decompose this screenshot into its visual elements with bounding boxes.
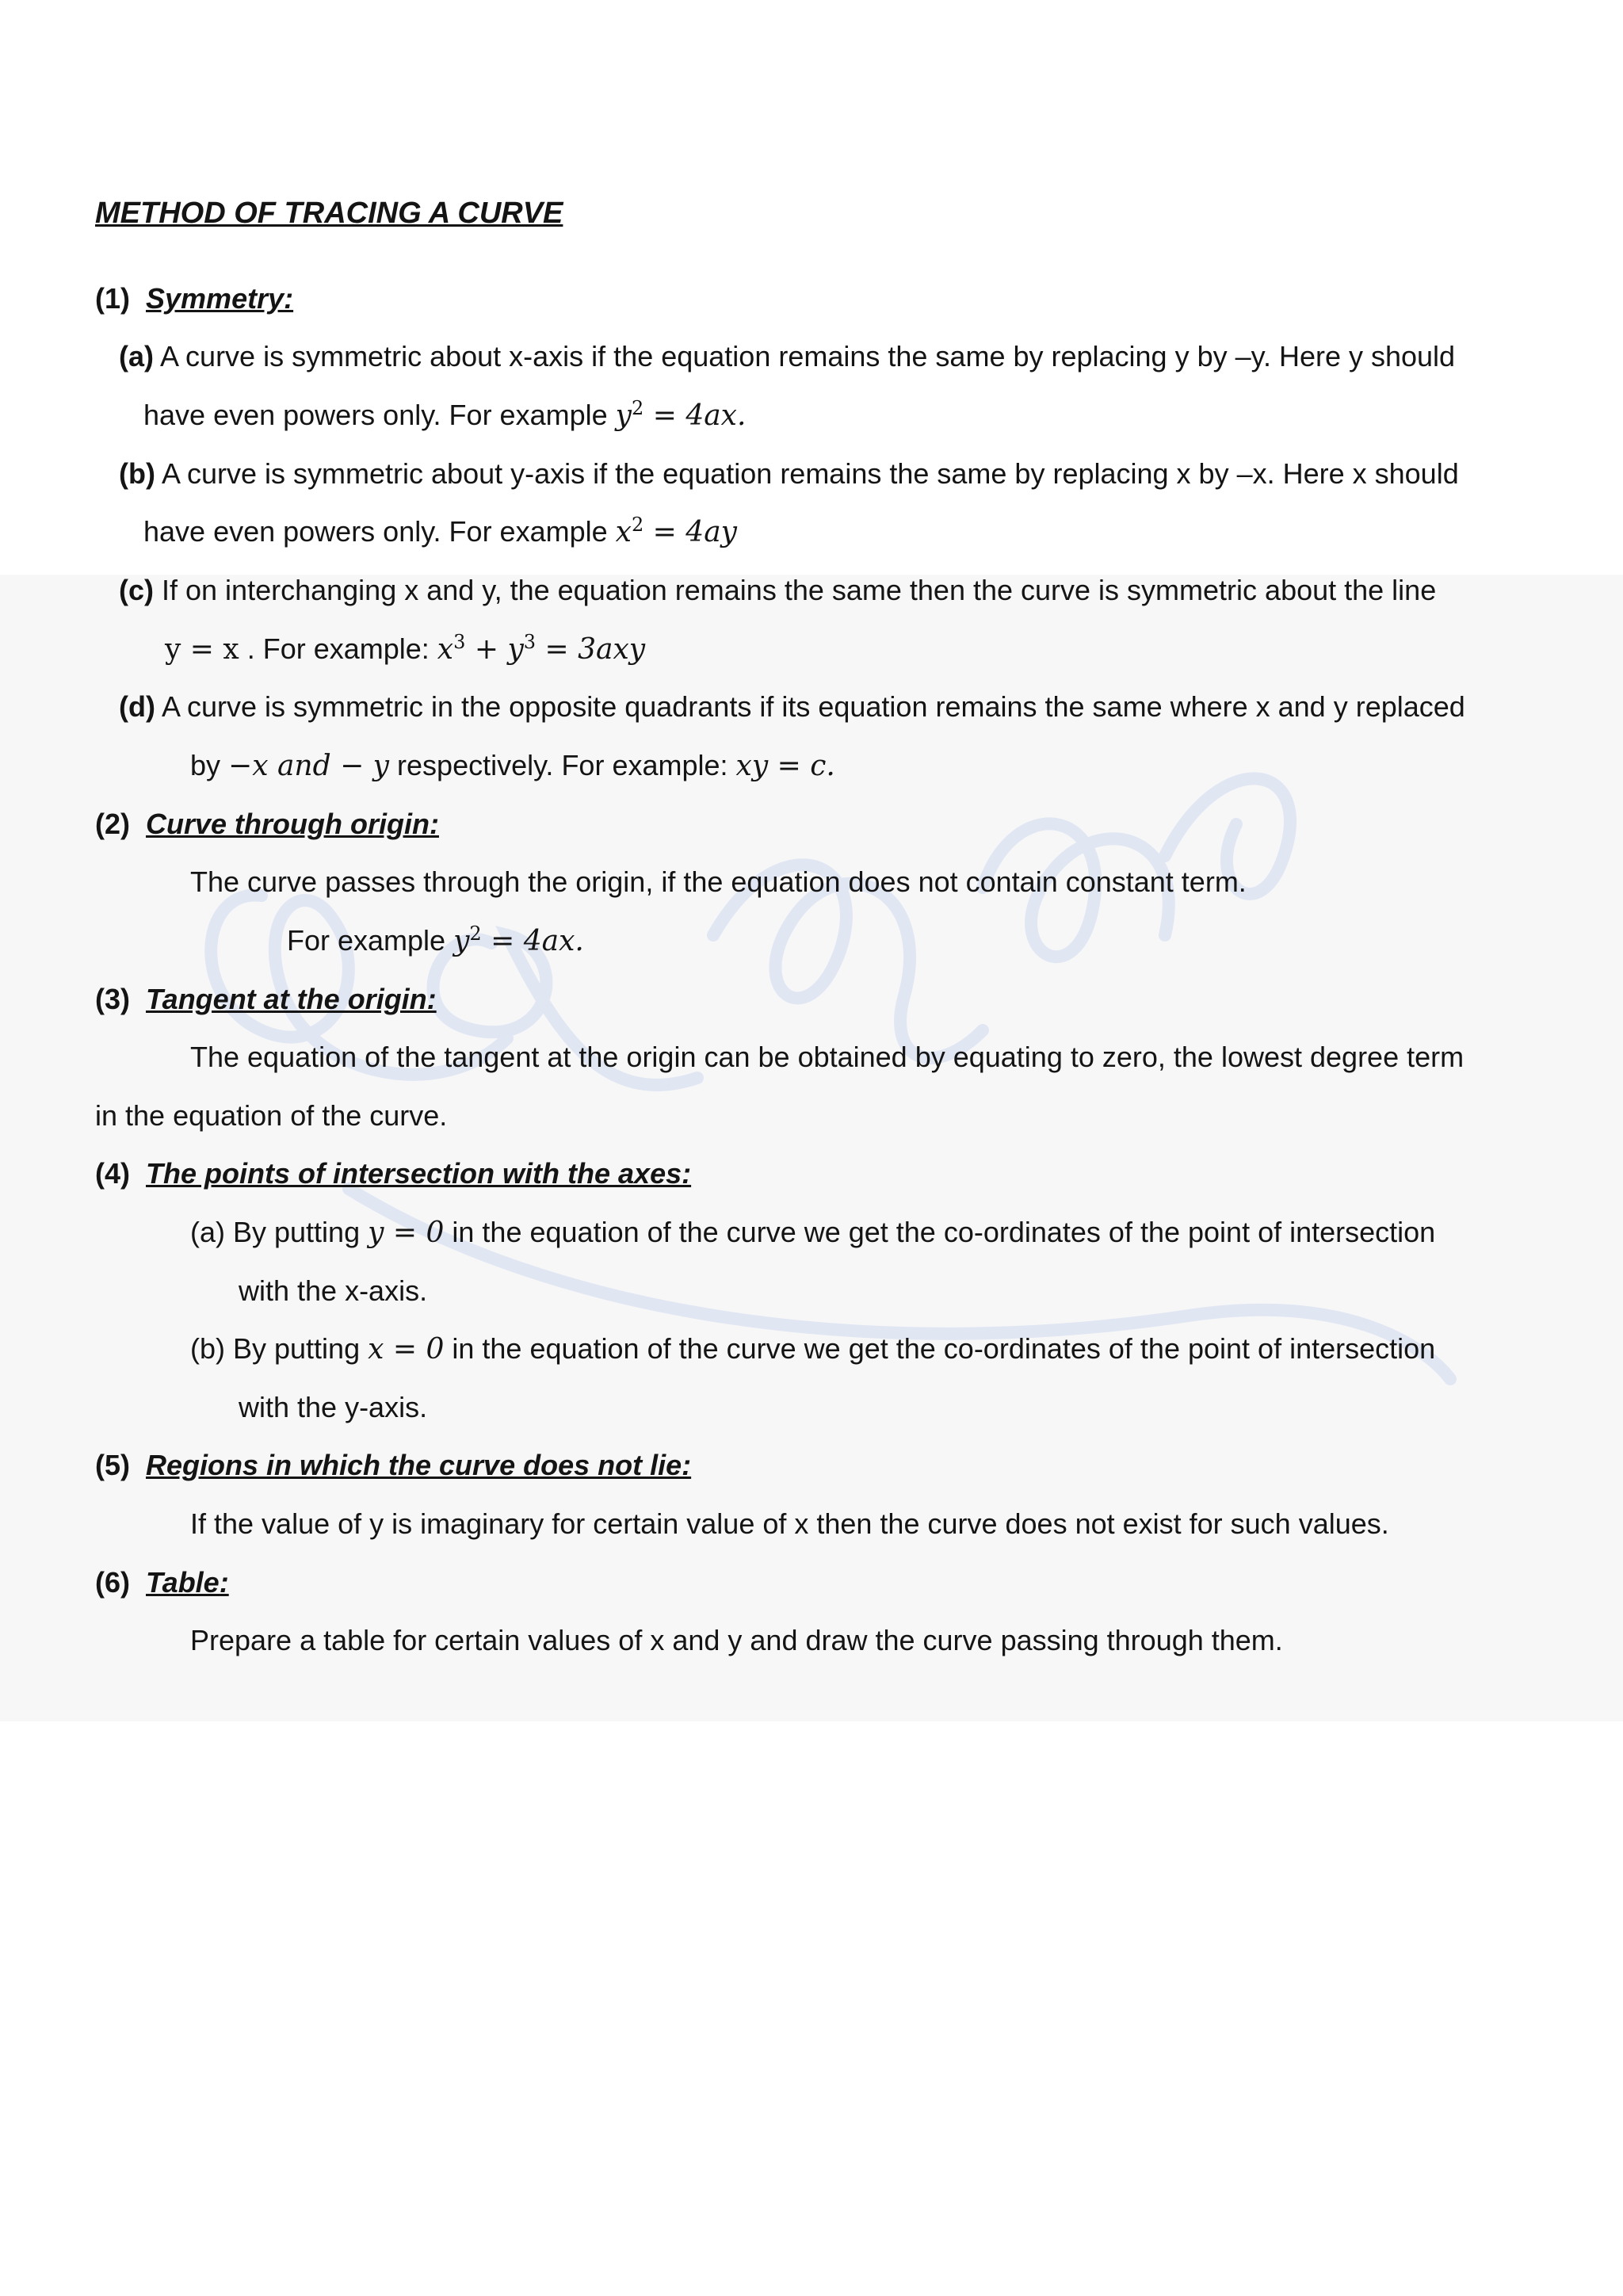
symmetry-c-line-2 bbox=[165, 631, 645, 668]
page-title: METHOD OF TRACING A CURVE bbox=[95, 197, 563, 230]
item-text: in the equation of the curve we get the co-ordinates of the point of intersection bbox=[444, 1216, 1436, 1248]
section-2-heading bbox=[95, 806, 439, 842]
equation-neg-x-neg-y: −x and − y bbox=[228, 750, 390, 782]
section-number: (5) bbox=[95, 1449, 130, 1481]
item-text: If on interchanging x and y, the equation remains the same then the curve is symmetric about the line bbox=[154, 574, 1437, 606]
symmetry-b-line-1 bbox=[119, 456, 1459, 492]
section-number: (2) bbox=[95, 808, 130, 840]
intersection-a-line-1 bbox=[190, 1214, 1435, 1251]
section-heading: Regions in which the curve does not lie: bbox=[146, 1449, 692, 1481]
item-text: respectively. For example: bbox=[389, 749, 736, 781]
intersection-b-line-2: with the y-axis. bbox=[239, 1391, 428, 1423]
section-number: (6) bbox=[95, 1566, 130, 1599]
item-text: (b) By putting bbox=[190, 1332, 369, 1365]
equation-x2-4ay: $x^2 = 4ay$ bbox=[615, 514, 737, 548]
section-heading: Curve through origin: bbox=[146, 808, 439, 840]
item-text: have even powers only. For example bbox=[143, 399, 616, 431]
equation-y2-4ax: $y^2 = 4ax$. bbox=[615, 397, 747, 432]
section-number: (3) bbox=[95, 983, 130, 1015]
tangent-text-1: The equation of the tangent at the origin can be obtained by equating to zero, the lowest degree term bbox=[190, 1041, 1465, 1073]
section-heading: The points of intersection with the axes: bbox=[146, 1157, 692, 1190]
symmetry-b-line-2 bbox=[143, 514, 737, 551]
item-text: by bbox=[190, 749, 229, 781]
item-text: in the equation of the curve we get the co-ordinates of the point of intersection bbox=[444, 1332, 1436, 1365]
symmetry-c-line-1 bbox=[119, 572, 1436, 609]
section-number: (4) bbox=[95, 1157, 130, 1190]
equation-x-eq-0: x = 0 bbox=[368, 1333, 445, 1366]
equation-y-eq-x: y = x bbox=[165, 633, 239, 666]
section-heading: Symmetry: bbox=[146, 282, 294, 315]
equation-folium: $x^3 + y^3 = 3axy$ bbox=[437, 631, 646, 666]
section-5-heading bbox=[95, 1447, 691, 1484]
item-text: . For example: bbox=[239, 632, 437, 665]
equation-y2-4ax: $y^2 = 4ax$. bbox=[453, 923, 584, 957]
intersection-a-line-2: with the x-axis. bbox=[239, 1274, 428, 1307]
origin-example bbox=[287, 923, 584, 960]
section-number: (1) bbox=[95, 282, 130, 315]
symmetry-d-line-1 bbox=[119, 689, 1465, 725]
origin-text: The curve passes through the origin, if the equation does not contain constant term. bbox=[190, 865, 1247, 898]
equation-xy-c: xy = c. bbox=[735, 750, 835, 782]
item-text: have even powers only. For example bbox=[143, 515, 616, 548]
section-4-heading bbox=[95, 1156, 691, 1192]
item-text: A curve is symmetric in the opposite quadrants if its equation remains the same where x and y replaced bbox=[155, 690, 1465, 723]
section-heading: Table: bbox=[146, 1566, 229, 1599]
item-text: (a) By putting bbox=[190, 1216, 369, 1248]
intersection-b-line-1 bbox=[190, 1331, 1435, 1368]
symmetry-a-line-1 bbox=[119, 338, 1455, 375]
item-label: (c) bbox=[119, 574, 154, 606]
tangent-text-2: in the equation of the curve. bbox=[95, 1099, 448, 1132]
section-heading: Tangent at the origin: bbox=[146, 983, 437, 1015]
section-1-heading bbox=[95, 281, 293, 317]
item-text: A curve is symmetric about y-axis if the equation remains the same by replacing x by –x. Here x should bbox=[155, 457, 1459, 490]
item-label: (b) bbox=[119, 457, 155, 490]
item-label: (d) bbox=[119, 690, 155, 723]
section-3-heading bbox=[95, 981, 437, 1018]
symmetry-d-line-2 bbox=[190, 747, 835, 785]
item-text: A curve is symmetric about x-axis if the equation remains the same by replacing y by –y. Here y should bbox=[154, 340, 1456, 372]
equation-y-eq-0: y = 0 bbox=[368, 1217, 445, 1249]
regions-text: If the value of y is imaginary for certain value of x then the curve does not exist for such values. bbox=[190, 1507, 1389, 1540]
item-text: For example bbox=[287, 924, 454, 957]
item-label: (a) bbox=[119, 340, 154, 372]
symmetry-a-line-2 bbox=[143, 397, 746, 434]
section-6-heading bbox=[95, 1564, 229, 1601]
table-text: Prepare a table for certain values of x and y and draw the curve passing through them. bbox=[190, 1624, 1283, 1656]
